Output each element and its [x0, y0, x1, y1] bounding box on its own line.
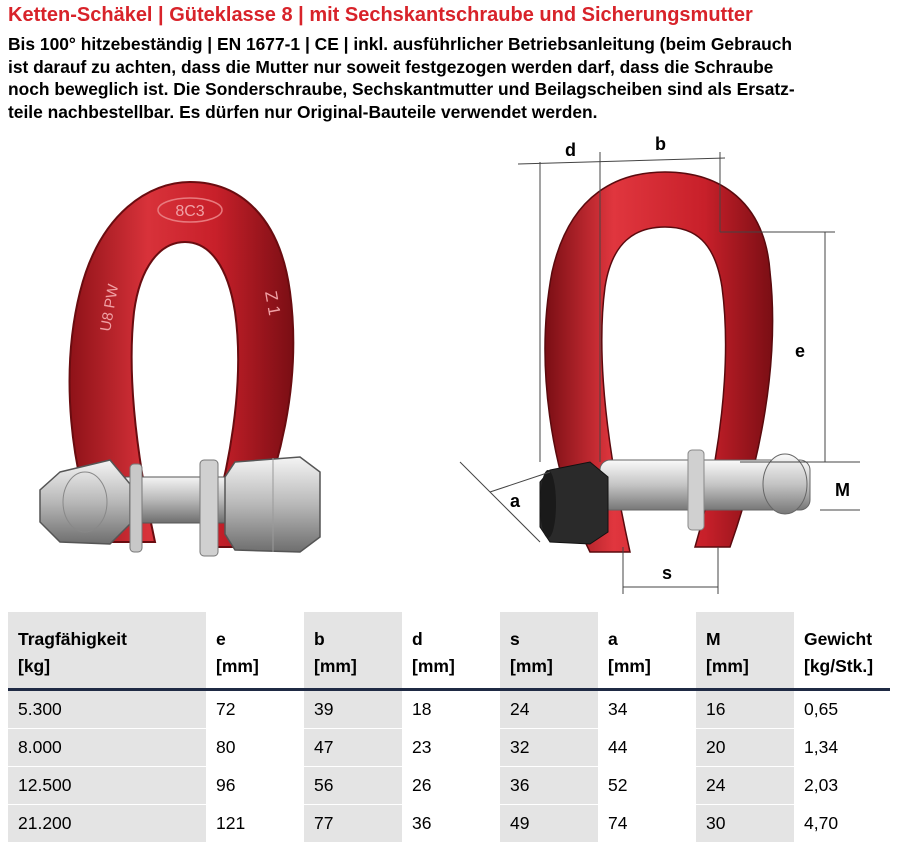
cell: 34: [598, 690, 696, 729]
engraving-right: Z 1: [261, 289, 285, 317]
cell: 121: [206, 805, 304, 843]
header-a: a [mm]: [598, 612, 696, 690]
shackle-photo: [30, 172, 340, 572]
cell: 20: [696, 729, 794, 767]
label-m: M: [835, 480, 850, 500]
cell: 26: [402, 767, 500, 805]
cell: 12.500: [8, 767, 206, 805]
label-a: a: [510, 491, 521, 511]
dimension-drawing: [440, 132, 908, 602]
engraving-left: U8 PW: [97, 282, 123, 333]
cell: 4,70: [794, 805, 890, 843]
table-row: [8, 805, 890, 843]
engraving-top: 8C3: [175, 203, 205, 220]
label-s: s: [662, 563, 673, 583]
cell: 16: [696, 690, 794, 729]
cell: 23: [402, 729, 500, 767]
cell: 32: [500, 729, 598, 767]
cell: 30: [696, 805, 794, 843]
cell: 74: [598, 805, 696, 843]
specification-table: [8, 612, 890, 843]
cell: 36: [500, 767, 598, 805]
page-title: Ketten-Schäkel | Güteklasse 8 | mit Sechskantschraube und Sicherungsmutter: [8, 4, 753, 26]
table-row: [8, 767, 890, 805]
cell: 80: [206, 729, 304, 767]
cell: 36: [402, 805, 500, 843]
cell: 52: [598, 767, 696, 805]
label-d: d: [565, 140, 576, 160]
description-line: Bis 100° hitzebeständig | EN 1677-1 | CE | inkl. ausführlicher Betriebsanleitung (beim Gebrauch: [8, 34, 793, 54]
cell: 47: [304, 729, 402, 767]
shackle-nut: [40, 460, 130, 544]
cell: 24: [696, 767, 794, 805]
cell: 77: [304, 805, 402, 843]
cell: 96: [206, 767, 304, 805]
cell: 18: [402, 690, 500, 729]
cell: 44: [598, 729, 696, 767]
header-tragfaehigkeit: Tragfähigkeit [kg]: [8, 612, 206, 690]
header-s: s [mm]: [500, 612, 598, 690]
header-d: d [mm]: [402, 612, 500, 690]
header-gewicht: Gewicht [kg/Stk.]: [794, 612, 890, 690]
cell: 5.300: [8, 690, 206, 729]
header-m: M [mm]: [696, 612, 794, 690]
description-line: teile nachbestellbar. Es dürfen nur Original-Bauteile verwendet werden.: [8, 101, 598, 122]
table-header-row: [8, 612, 890, 690]
cell: 72: [206, 690, 304, 729]
description-line: ist darauf zu achten, dass die Mutter nur soweit festgezogen werden darf, dass die Schraube: [8, 56, 774, 77]
product-description: [8, 33, 908, 123]
label-b: b: [655, 134, 666, 154]
cell: 1,34: [794, 729, 890, 767]
cell: 49: [500, 805, 598, 843]
cell: 0,65: [794, 690, 890, 729]
cell: 21.200: [8, 805, 206, 843]
table-row: [8, 690, 890, 729]
cell: 39: [304, 690, 402, 729]
label-e: e: [795, 341, 806, 361]
header-e: e [mm]: [206, 612, 304, 690]
cell: 8.000: [8, 729, 206, 767]
cell: 24: [500, 690, 598, 729]
cell: 2,03: [794, 767, 890, 805]
header-b: b [mm]: [304, 612, 402, 690]
table-row: [8, 729, 890, 767]
cell: 56: [304, 767, 402, 805]
description-line: noch beweglich ist. Die Sonderschraube, Sechskantmutter und Beilagscheiben sind als Ersatz-: [8, 79, 795, 99]
